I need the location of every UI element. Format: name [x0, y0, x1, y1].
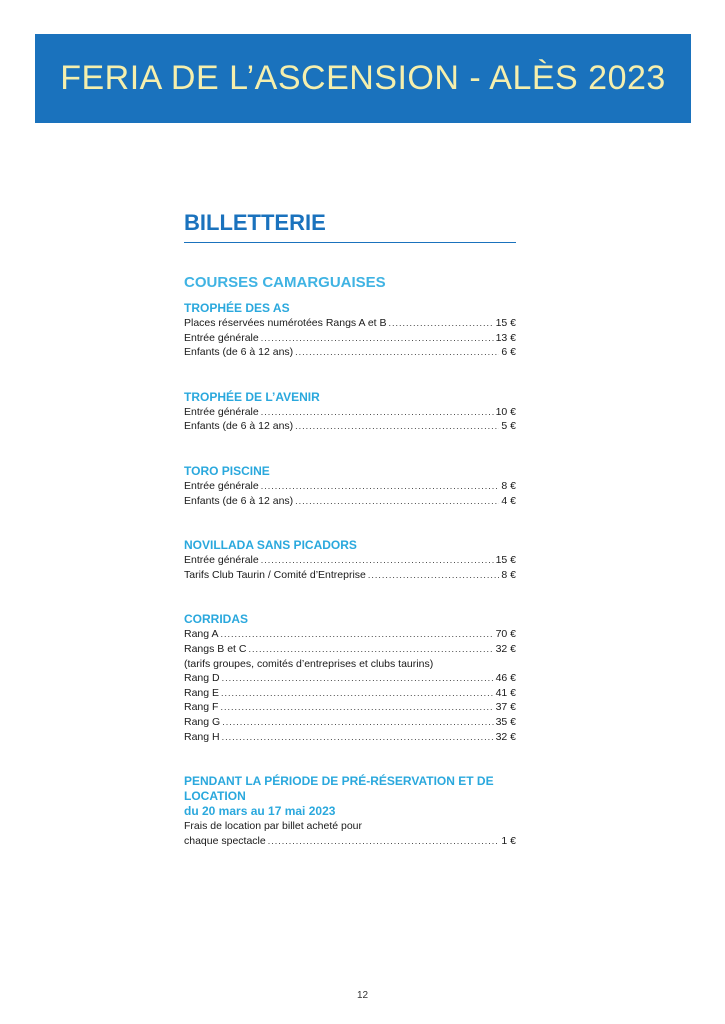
price-label: Enfants (de 6 à 12 ans)	[184, 494, 294, 507]
group-toro-piscine	[184, 464, 516, 508]
price-label: Entrée générale	[184, 331, 259, 344]
price-row	[184, 627, 516, 642]
header-banner	[35, 34, 691, 123]
price-label: Rang G	[184, 715, 221, 728]
price-label: Tarifs Club Taurin / Comité d’Entreprise	[184, 568, 366, 581]
price-row	[184, 715, 516, 730]
price-label: Rang D	[184, 672, 220, 685]
price-value: 6 €	[501, 346, 516, 359]
price-label: chaque spectacle	[184, 834, 266, 847]
dot-leader	[261, 331, 494, 346]
dot-leader	[222, 715, 493, 730]
price-value: 32 €	[495, 642, 516, 655]
price-label: Entrée générale	[184, 479, 259, 492]
price-label: Places réservées numérotées Rangs A et B	[184, 317, 387, 329]
price-row	[184, 834, 516, 849]
price-row	[184, 686, 516, 701]
group-title: PENDANT LA PÉRIODE DE PRÉ-RÉSERVATION ET DE LOCATION	[184, 774, 494, 804]
price-row	[184, 405, 516, 420]
dot-leader	[368, 568, 500, 583]
group-trophee-des-as	[184, 301, 516, 360]
booking-fee-note: Frais de location par billet acheté pour	[184, 820, 363, 833]
dot-leader	[261, 405, 494, 420]
section-heading-courses-camarguaises: COURSES CAMARGUAISES	[184, 274, 386, 291]
price-value: 35 €	[495, 715, 516, 728]
price-value: 8 €	[501, 568, 516, 581]
group-title: TORO PISCINE	[184, 463, 270, 478]
group-corridas	[184, 612, 516, 744]
price-label: Rang F	[184, 701, 219, 714]
price-label: Enfants (de 6 à 12 ans)	[184, 420, 294, 433]
price-value: 15 €	[495, 317, 516, 329]
group-novillada-sans-picadors	[184, 538, 516, 582]
document-title: FERIA DE L’ASCENSION - ALÈS 2023	[60, 59, 666, 97]
price-row	[184, 419, 516, 434]
price-value: 41 €	[495, 686, 516, 699]
price-value: 5 €	[501, 420, 516, 433]
price-label: Entrée générale	[184, 405, 259, 418]
price-row	[184, 345, 516, 360]
price-label: Rang H	[184, 730, 220, 743]
group-trophee-de-l-avenir	[184, 390, 516, 434]
price-value: 10 €	[495, 405, 516, 418]
price-row	[184, 700, 516, 715]
price-row	[184, 730, 516, 745]
dot-leader	[220, 700, 493, 715]
price-value: 15 €	[495, 554, 516, 567]
dot-leader	[389, 316, 494, 331]
dot-leader	[261, 553, 494, 568]
group-title: TROPHÉE DE L’AVENIR	[184, 389, 320, 404]
dot-leader	[221, 686, 494, 701]
group-title: TROPHÉE DES AS	[184, 301, 290, 315]
price-label: Rang A	[184, 628, 219, 641]
price-label: Rang E	[184, 686, 220, 699]
dot-leader	[261, 479, 500, 494]
dot-leader	[222, 730, 494, 745]
ticketing-content	[184, 208, 516, 878]
price-label: Rangs B et C	[184, 642, 247, 655]
price-row	[184, 494, 516, 509]
dot-leader	[295, 419, 499, 434]
price-row	[184, 331, 516, 346]
dot-leader	[295, 345, 499, 360]
price-value: 4 €	[501, 494, 516, 507]
corridas-note: (tarifs groupes, comités d’entreprises et clubs taurins)	[184, 657, 434, 670]
price-value: 70 €	[495, 628, 516, 641]
dot-leader	[248, 642, 493, 657]
price-row	[184, 479, 516, 494]
dot-leader	[220, 627, 493, 642]
dot-leader	[295, 494, 499, 509]
price-value: 8 €	[501, 479, 516, 492]
price-value: 13 €	[495, 331, 516, 344]
price-label: Entrée générale	[184, 554, 259, 567]
group-title: NOVILLADA SANS PICADORS	[184, 538, 357, 553]
price-row	[184, 642, 516, 657]
dot-leader	[268, 834, 500, 849]
group-pre-reservation	[184, 774, 516, 848]
price-label: Enfants (de 6 à 12 ans)	[184, 346, 294, 359]
page-heading: BILLETTERIE	[184, 208, 516, 243]
price-row	[184, 568, 516, 583]
group-title: CORRIDAS	[184, 612, 249, 627]
price-row	[184, 553, 516, 568]
group-subtitle-dates: du 20 mars au 17 mai 2023	[184, 804, 336, 819]
price-row	[184, 671, 516, 686]
page-number: 12	[356, 990, 369, 1001]
price-value: 37 €	[495, 701, 516, 714]
price-row	[184, 316, 516, 331]
dot-leader	[222, 671, 494, 686]
price-value: 1 €	[501, 834, 516, 847]
price-value: 32 €	[495, 730, 516, 743]
price-value: 46 €	[495, 672, 516, 685]
